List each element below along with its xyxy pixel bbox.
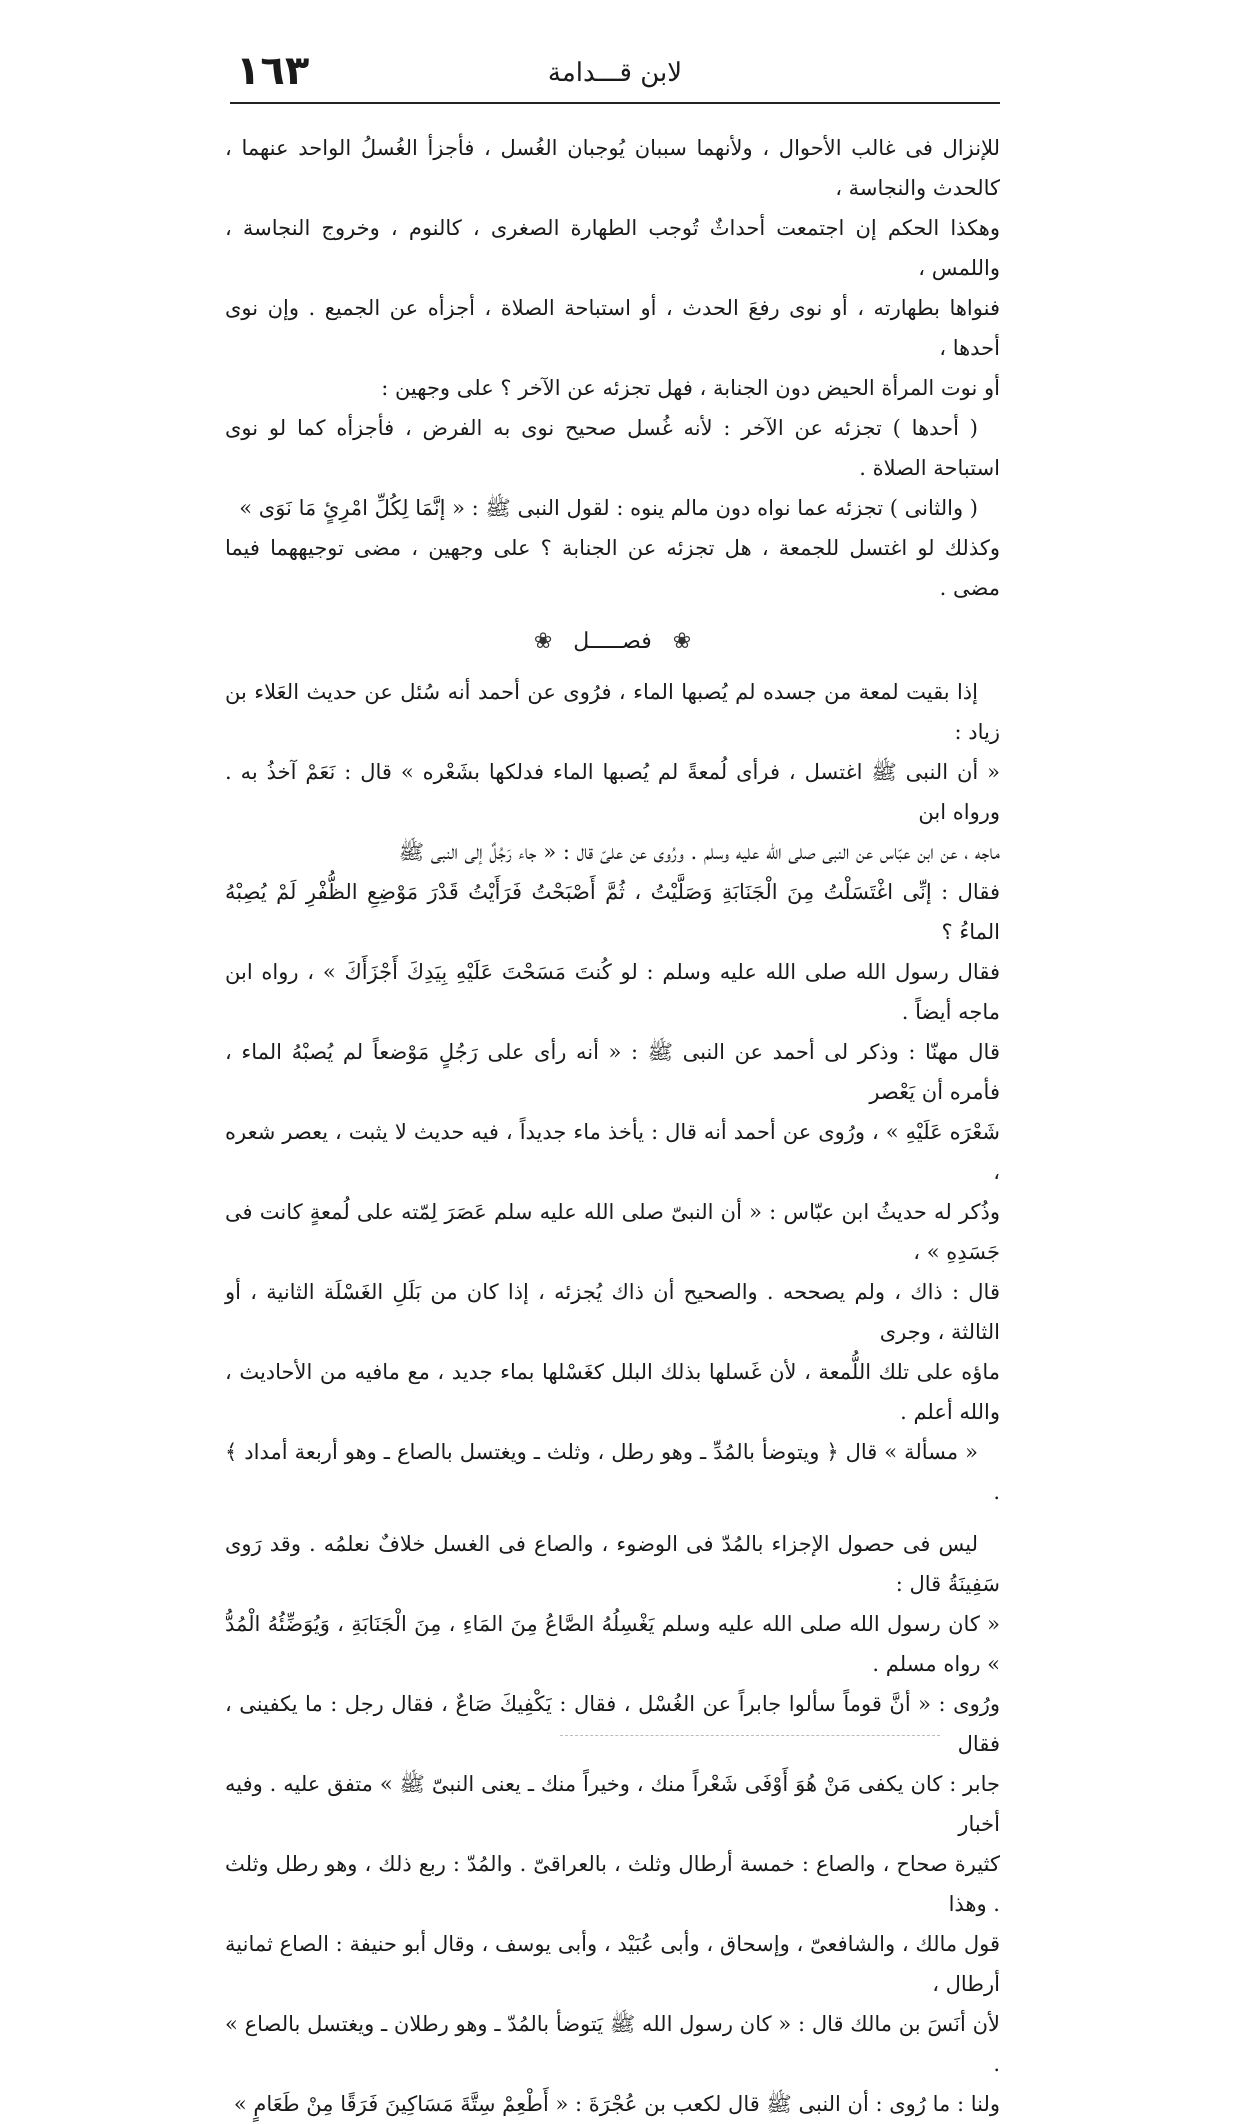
page-number: ١٦٣ — [236, 48, 310, 94]
text-line: قول مالك ، والشافعىّ ، وإسحاق ، وأبى عُبَيْد ، وأبى يوسف ، وقال أبو حنيفة : الصاع ثمانية أرطال ، — [225, 1932, 1000, 1996]
spacer — [225, 1512, 1000, 1524]
text-line: ( والثانى ) تجزئه عما نواه دون مالم ينوه : لقول النبى ﷺ : « إنَّمَا لِكُلِّ امْرِئٍ مَا نَوَى » — [239, 496, 978, 520]
text-line: لأن أنَسَ بن مالك قال : « كان رسول الله ﷺ يَتوضأ بالمُدّ ـ وهو رطلان ـ ويغتسل بالصاع » . — [225, 2012, 1000, 2076]
ornament-right-icon: ❀ — [672, 629, 692, 654]
text-line: وهكذا الحكم إن اجتمعت أحداثٌ تُوجب الطهارة الصغرى ، كالنوم ، وخروج النجاسة ، واللمس ، — [225, 216, 1000, 280]
text-line: ولنا : ما رُوى : أن النبى ﷺ قال لكعب بن عُجْرَةَ : « أَطْعِمْ سِتَّةَ مَسَاكِينَ فَرَقًا مِنْ طَعَامٍ » — [233, 2092, 1000, 2116]
text-line: وكذلك لو اغتسل للجمعة ، هل تجزئه عن الجنابة ؟ على وجهين ، مضى توجيههما فيما مضى . — [225, 536, 1000, 600]
text-line: وذُكر له حديثُ ابن عبّاس : « أن النبىّ صلى الله عليه سلم عَصَرَ لِمّته على لُمعةٍ كانت فى جَسَدِهِ » ، — [225, 1200, 1000, 1264]
text-line: ليس فى حصول الإجزاء بالمُدّ فى الوضوء ، والصاع فى الغسل خلافٌ نعلمُه . وقد رَوى سَفِينَةُ قال : — [225, 1532, 1000, 1596]
text-line: قال مهنّا : وذكر لى أحمد عن النبى ﷺ : « أنه رأى على رَجُلٍ مَوْضعاً لم يُصبْهُ الماء ، فأمره أن يَعْصر — [225, 1040, 1000, 1104]
running-title: لابن قـــدامة — [547, 58, 683, 88]
bottom-divider — [560, 1735, 940, 1736]
text-line: كثيرة صحاح ، والصاع : خمسة أرطال وثلث ، بالعراقىّ . والمُدّ : ربع ذلك ، وهو رطل وثلث . وهذا — [225, 1852, 1000, 1916]
masala-heading: « مسألة » قال ﴿ ويتوضأ بالمُدِّ ـ وهو رطل ، وثلث ـ ويغتسل بالصاع ـ وهو أربعة أمداد ﴾ . — [225, 1440, 1000, 1504]
main-text — [225, 128, 1000, 2124]
text-line: فنواها بطهارته ، أو نوى رفعَ الحدث ، أو استباحة الصلاة ، أجزأه عن الجميع . وإن نوى أحدها ، — [225, 296, 1000, 360]
text-line: قال : ذاك ، ولم يصححه . والصحيح أن ذاك يُجزئه ، إذا كان من بَلَلِ الغَسْلَة الثانية ، أو الثالثة ، وجرى — [225, 1280, 1000, 1344]
text-line: ورُوى : « أنَّ قوماً سألوا جابراً عن الغُسْل ، فقال : يَكْفِيكَ صَاعٌ ، فقال رجل : ما يكفينى ، فقال — [225, 1692, 1000, 1756]
section-title: فصـــــل — [573, 629, 652, 654]
text-line: « أن النبى ﷺ اغتسل ، فرأى لُمعةً لم يُصبها الماء فدلكها بشَعْره » قال : نَعَمْ آخذُ به . ورواه ابن — [225, 760, 1000, 824]
text-line: أو نوت المرأة الحيض دون الجنابة ، فهل تجزئه عن الآخر ؟ على وجهين : — [381, 376, 1000, 400]
text-line: جابر : كان يكفى مَنْ هُوَ أَوْفَى شَعْراً منك ، وخيراً منك ـ يعنى النبىّ ﷺ » متفق عليه . وفيه أخبار — [225, 1772, 1000, 1836]
text-line: فقال : إنِّى اغْتَسَلْتُ مِنَ الْجَنَابَةِ وَصَلَّيْتُ ، ثُمَّ أَصْبَحْتُ فَرَأَيْتُ قَدْرَ مَوْضِعِ الظُّفْرِ لَمْ يُصِبْهُ الماءُ ؟ — [225, 880, 1000, 944]
text-line: « كان رسول الله صلى الله عليه وسلم يَغْسِلُهُ الصَّاعُ مِنَ المَاءِ ، مِنَ الْجَنَابَةِ ، وَيُوَضِّئُهُ الْمُدُّ » رواه مسلم . — [225, 1612, 1000, 1676]
page-header — [230, 48, 1000, 104]
text-line: للإنزال فى غالب الأحوال ، ولأنهما سببان يُوجبان الغُسل ، فأجزأ الغُسلُ الواحد عنهما ، كالحدث والنجاسة ، — [225, 136, 1000, 200]
header-rule — [230, 102, 1000, 104]
section-heading — [225, 622, 1000, 662]
text-line: شَعْرَه عَلَيْهِ » ، ورُوى عن أحمد أنه قال : يأخذ ماء جديداً ، فيه حديث لا يثبت ، يعصر شعره ، — [225, 1120, 1000, 1184]
text-line: ماؤه على تلك اللُّمعة ، لأن غَسلها بذلك البلل كغَسْلها بماء جديد ، مع مافيه من الأحاديث ، والله أعلم . — [225, 1360, 1000, 1424]
ornament-left-icon: ❀ — [533, 629, 553, 654]
text-line: فقال رسول الله صلى الله عليه وسلم : لو كُنتَ مَسَحْتَ عَلَيْهِ بِيَدِكَ أَجْزَأَكَ » ، رواه ابن ماجه أيضاً . — [225, 960, 1000, 1024]
text-line: ( أحدها ) تجزئه عن الآخر : لأنه غُسل صحيح نوى به الفرض ، فأجزأه كما لو نوى استباحة الصلاة . — [225, 416, 1000, 480]
text-line: ماجه ، عن ابن عبّاس عن النبى صلى الله عليه وسلم . ورُوى عن علىّ قال : « جاء رَجُلٌ إلى النبى ﷺ — [398, 840, 1000, 864]
text-line: إذا بقيت لمعة من جسده لم يُصبها الماء ، فرُوى عن أحمد أنه سُئل عن حديث العَلاء بن زياد : — [225, 680, 1000, 744]
